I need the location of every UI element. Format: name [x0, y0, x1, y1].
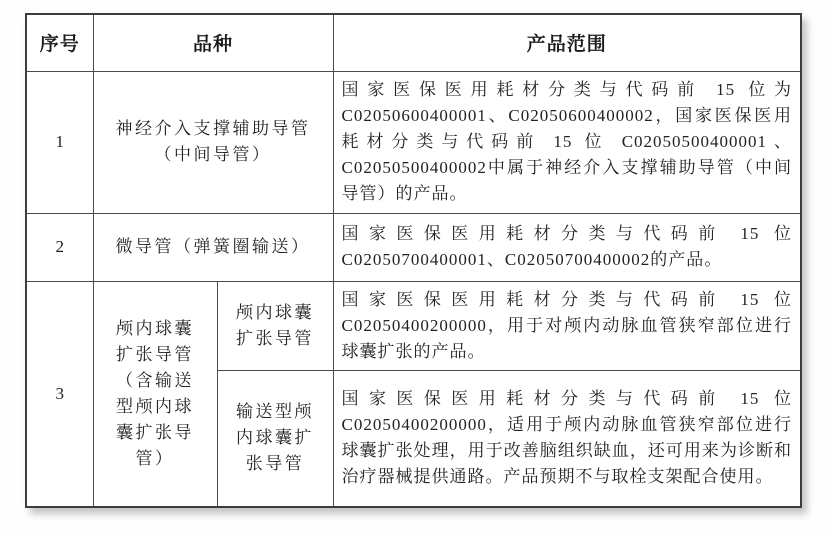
row-3-sub-2-variety: 输送型颅内球囊扩张导管	[217, 370, 333, 507]
row-2-variety: 微导管（弹簧圈输送）	[93, 213, 333, 281]
header-cell-serial: 序号	[26, 14, 93, 71]
row-3-group-variety: 颅内球囊扩张导管（含输送型颅内球囊扩张导管）	[93, 281, 217, 507]
row-3-sub-2-scope: 国家医保医用耗材分类与代码前 15 位C02050400200000，适用于颅内动脉血管狭窄部位进行球囊扩张处理，用于改善脑组织缺血，还可用来为诊断和治疗器械提供通路。产品预期不与取栓支架配合使用。	[333, 370, 801, 507]
row-3-serial: 3	[26, 281, 93, 507]
row-1-variety: 神经介入支撑辅助导管（中间导管）	[93, 71, 333, 213]
product-scope-table	[25, 13, 802, 508]
row-1	[26, 71, 801, 213]
row-1-serial: 1	[26, 71, 93, 213]
row-3-sub-1-variety: 颅内球囊扩张导管	[217, 281, 333, 370]
header-row	[26, 14, 801, 71]
row-2-serial: 2	[26, 213, 93, 281]
row-2-scope: 国家医保医用耗材分类与代码前 15 位C02050700400001、C02050700400002的产品。	[333, 213, 801, 281]
row-1-scope: 国家医保医用耗材分类与代码前 15 位为C02050600400001、C02050600400002，国家医保医用耗材分类与代码前 15 位 C02050500400001、C02050500400002中属于神经介入支撑辅助导管（中间导管）的产品。	[333, 71, 801, 213]
header-cell-scope: 产品范围	[333, 14, 801, 71]
header-cell-variety: 品种	[93, 14, 333, 71]
row-3-sub-1-scope: 国家医保医用耗材分类与代码前 15 位C02050400200000，用于对颅内动脉血管狭窄部位进行球囊扩张的产品。	[333, 281, 801, 370]
row-3-sub-1	[26, 281, 801, 370]
row-2	[26, 213, 801, 281]
